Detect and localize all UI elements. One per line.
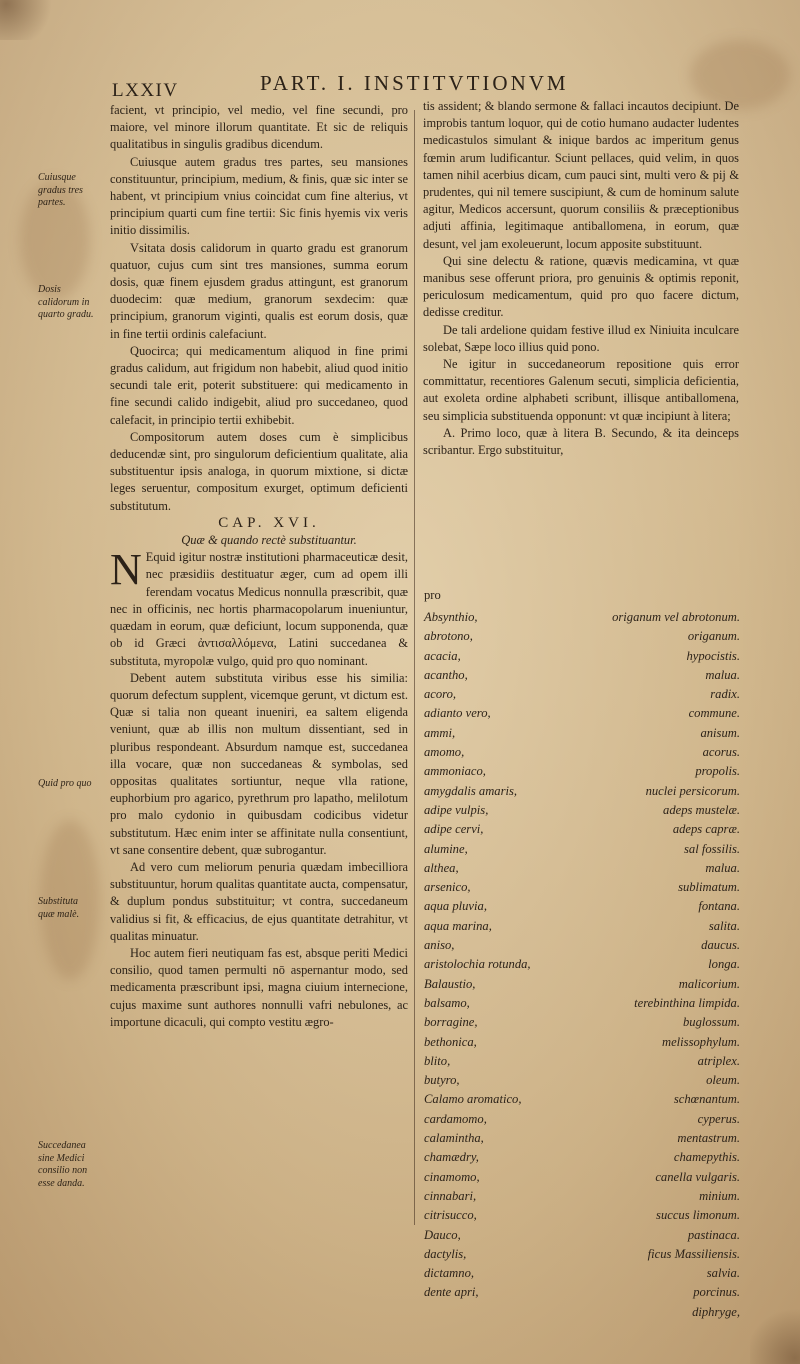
deficient-drug: alumine, [424, 841, 468, 856]
table-row [424, 975, 740, 994]
paragraph: Vsitata dosis calidorum in quarto gradu est granorum quatuor, cujus cum sint tres mansiones, summa eorum dosis, quæ finem ejusdem gradus attingunt, est granorum duodecim: quæ medium, granorum sexdecim: quæ principium, granorum viginti, qualis est eorum dosis, quæ in fine tertii ordinis calefaciunt. [110, 240, 408, 341]
substitute-drug: malua. [705, 667, 740, 682]
table-row [424, 1052, 740, 1071]
substitute-drug: origanum vel abrotonum. [612, 610, 740, 624]
deficient-drug: citrisucco, [424, 1208, 477, 1223]
deficient-drug: dente apri, [424, 1285, 479, 1300]
substitute-drug: pastinaca. [687, 1227, 740, 1242]
margin-note: Quid pro quo [38, 778, 92, 789]
substitute-drug: canella vulgaris. [655, 1169, 740, 1184]
substitute-drug: daucus. [701, 938, 740, 953]
table-row [424, 878, 740, 897]
deficient-drug: blito, [424, 1053, 451, 1068]
deficient-drug: aqua marina, [424, 918, 492, 933]
table-row [424, 1264, 740, 1283]
table-row [424, 859, 740, 878]
deficient-drug: aristolochia rotunda, [424, 957, 531, 972]
deficient-drug: aniso, [424, 938, 455, 953]
substitute-drug: fontana. [698, 899, 740, 914]
right-column [423, 98, 739, 459]
substitute-drug: nuclei persicorum. [645, 783, 740, 798]
table-row [424, 1245, 740, 1264]
substitute-drug: melissophylum. [661, 1034, 740, 1049]
folio-number: LXXIV [112, 80, 179, 101]
substitute-drug: sal fossilis. [684, 841, 740, 856]
table-row [424, 1187, 740, 1206]
paragraph: De tali ardelione quidam festive illud ex Niniuita inculcare solebat, Sæpe loco illius quid pono. [423, 322, 739, 354]
paragraph [110, 545, 408, 669]
paragraph: Compositorum autem doses cum è simplicibus deducendæ sint, pro singulorum deficientium qualitate, alia substituentur ipsis analoga, in quorum mixtione, si dictæ leges seruentur, compositum exurget, optimum deficienti substitutum. [110, 429, 408, 513]
deficient-drug: balsamo, [424, 995, 470, 1010]
deficient-drug: cinnabari, [424, 1188, 477, 1203]
substitute-drug: origanum. [687, 629, 740, 644]
substitute-drug: schœnantum. [673, 1092, 740, 1107]
deficient-drug: adipe cervi, [424, 822, 484, 837]
table-row [424, 782, 740, 801]
substitute-drug: sublimatum. [678, 880, 740, 895]
paragraph-text: Equid igitur nostræ institutioni pharmaceuticæ desit, nec præsidiis destituatur æger, cum ad opem illi ferendam vocatus Medicus nonnulla præscribit, quæ nec in officinis, nec hortis pharmacopolarum inueniuntur, quædam in eorum, quæ deficiunt, locum supponenda, quæ ob id Græci ἀντισαλλόμενα, Latini succedanea & substituta, myropolæ vulgo, quid pro quo nominant. [110, 550, 408, 668]
substitute-drug: malua. [705, 860, 740, 875]
substitute-drug: porcinus. [693, 1285, 740, 1300]
substitute-drug: atriplex. [697, 1053, 740, 1068]
paragraph: Cuiusque autem gradus tres partes, seu mansiones constituuntur, principium, medium, & finis, quæ sic inter se habent, vt principium vnius coincidat cum fine alterius, vt principium quarti cum fine tertii: Sic finis hyemis vix veris initio dissimilis. [110, 154, 408, 238]
table-row [424, 897, 740, 916]
table-row [424, 1148, 740, 1167]
table-row [424, 994, 740, 1013]
deficient-drug: dactylis, [424, 1246, 467, 1261]
drop-cap: N [110, 545, 142, 595]
deficient-drug: abrotono, [424, 629, 473, 644]
deficient-drug: amomo, [424, 745, 465, 760]
deficient-drug: cardamomo, [424, 1111, 487, 1126]
deficient-drug: aqua pluvia, [424, 899, 487, 914]
table-row [424, 1090, 740, 1109]
table-row [424, 1226, 740, 1245]
substitute-drug: terebinthina limpida. [634, 995, 740, 1010]
substitute-drug: minium. [699, 1188, 740, 1203]
running-title: PART. I. INSTITVTIONVM [260, 71, 569, 95]
deficient-drug: acacia, [424, 648, 461, 663]
deficient-drug: Dauco, [424, 1227, 461, 1242]
deficient-drug: Calamo aromatico, [424, 1092, 522, 1107]
substitute-drug: commune. [688, 706, 740, 721]
paragraph: Ad vero cum meliorum penuria quædam imbecilliora substituuntur, horum qualitas quantitate aucta, compensatur, & duplum pondus substituitur; vt contra, succedaneum validius si fit, & efficacius, de ejus quantitate detrahitur, vt qualitas minuatur. [110, 859, 408, 943]
table-row [424, 627, 740, 646]
deficient-drug: calamintha, [424, 1131, 484, 1146]
table-row [424, 1283, 740, 1302]
page-corner-shadow [0, 0, 60, 40]
margin-note: Substituta quæ malè. [38, 896, 80, 920]
table-row [424, 724, 740, 743]
substitute-drug: anisum. [700, 725, 740, 740]
deficient-drug: dictamno, [424, 1266, 475, 1281]
substitute-drug: chamepythis. [673, 1150, 740, 1165]
substitute-drug: malicorium. [678, 976, 740, 991]
table-row [424, 666, 740, 685]
table-row [424, 743, 740, 762]
table-row [424, 685, 740, 704]
table-row [424, 955, 740, 974]
substitute-drug: mentastrum. [677, 1131, 740, 1146]
substitute-drug: radix. [710, 687, 740, 702]
deficient-drug: adipe vulpis, [424, 802, 489, 817]
deficient-drug: borragine, [424, 1015, 478, 1030]
substitute-drug: adeps capræ. [672, 822, 740, 837]
substitute-drug: hypocistis. [686, 648, 740, 663]
left-column [110, 102, 408, 1031]
deficient-drug: butyro, [424, 1073, 460, 1088]
paragraph: A. Primo loco, quæ à litera B. Secundo, & ita deinceps scribantur. Ergo substituitur, [423, 425, 739, 458]
column-divider [414, 110, 415, 1225]
table-row [424, 762, 740, 781]
table-row [424, 936, 740, 955]
margin-note: Cuiusque gradus tres partes. [38, 172, 83, 208]
deficient-drug: bethonica, [424, 1034, 477, 1049]
substitute-drug: propolis. [695, 764, 740, 779]
table-row [424, 840, 740, 859]
table-row [424, 1071, 740, 1090]
substitute-drug: longa. [708, 957, 740, 972]
table-row [424, 801, 740, 820]
chapter-subtitle: Quæ & quando rectè substituantur. [181, 533, 357, 548]
deficient-drug: adianto vero, [424, 706, 491, 721]
table-row [424, 1033, 740, 1052]
paragraph: Qui sine delectu & ratione, quævis medicamina, vt quæ manibus sese offerunt priora, pro genuinis & optimis reponit, periculosum medicamentum, quid pro quo facere dictum, dedisse creditur. [423, 253, 739, 320]
substitute-drug: oleum. [706, 1073, 740, 1088]
page-corner-shadow [750, 1304, 800, 1364]
margin-note: Succedanea sine Medici consilio non esse danda. [38, 1140, 88, 1189]
table-row [424, 820, 740, 839]
paragraph: facient, vt principio, vel medio, vel fine secundi, pro maiore, vel minore illorum quantitate. Et sic de reliquis qualitatibus in singulis gradibus dicendum. [110, 103, 408, 152]
deficient-drug: cinamomo, [424, 1169, 480, 1184]
deficient-drug: Absynthio, [424, 610, 478, 624]
substitute-drug: salita. [708, 918, 740, 933]
table-row [424, 1110, 740, 1129]
deficient-drug: chamædry, [424, 1150, 479, 1165]
substitute-drug: salvia. [706, 1266, 740, 1281]
table-row [424, 704, 740, 723]
substitute-drug: ficus Massiliensis. [647, 1246, 740, 1261]
margin-note: Dosis calidorum in quarto gradu. [38, 284, 94, 320]
deficient-drug: amygdalis amaris, [424, 783, 518, 798]
paragraph: Debent autem substituta viribus esse his similia: quorum defectum supplent, vicemque gerunt, vt dictum est. Quæ si talia non queant inueniri, ea saltem eligenda veniunt, quæ ab illis non multum dissentiant, sed in pluribus respondeant. Absurdum namque est, succedanea illa vocare, quæ non succedaneas & symbolas, sed oppositas qualitates sortiuntur, neque vlla ratione, euphorbium pro agarico, pyrethrum pro lapatho, melilotum pro malo cydonio in quibusdam codicibus videtur substitutum. Hæc enim inter se affinitate nulla consentiunt, vt sane consentire debent, quæ subrogantur. [110, 670, 408, 857]
table-row [424, 608, 740, 627]
paragraph: Hoc autem fieri neutiquam fas est, absque periti Medici consilio, quod tamen permulti nō aspernantur modo, sed medicamenta præscribunt ipsi, magna ciuium internecione, cujus maxime sunt authores nonnulli vafri nebulones, ac importune dicaculi, qui compto vestitu ægro- [110, 945, 408, 1029]
substitute-drug: acorus. [702, 745, 740, 760]
paragraph: Ne igitur in succedaneorum repositione quis error committatur, recentiores Galenum secuti, simplicia deficientia, aut exoleta ordine alphabeti scribunt, illisque antiballomena, seu simplicia substituenda opponunt: vt quæ incipiunt à litera; [423, 357, 739, 423]
substitute-drug: adeps mustelæ. [663, 802, 740, 817]
deficient-drug: ammi, [424, 725, 456, 740]
substitute-drug: succus limonum. [656, 1208, 740, 1223]
paragraph: Quocirca; qui medicamentum aliquod in fine primi gradus calidum, aut frigidum non habebit, aliud quod initio secundi tale erit, poterit substituere: qui medicamento in fine secundi calido indigebit, aliud pro succedaneo, quod calefacit, in principio tertii exhibebit. [110, 343, 408, 427]
table-lead-word: pro [424, 588, 441, 602]
table-row [424, 1168, 740, 1187]
table-row [424, 1013, 740, 1032]
substitute-drug: buglossum. [682, 1015, 740, 1030]
deficient-drug: arsenico, [424, 880, 471, 895]
paragraph: tis assident; & blando sermone & fallaci incautos decipiunt. De improbis tantum loquor, qui de cotio humano audacter ludentes medicastulos simulant & inique bardos ac imperitum genus fœmin arum ludificantur. Sciunt pellaces, quid velim, in quos tamen nihil acerbius dicam, cum pauci sint, multi vero & pij & prudentes, qui nil temere suscipiunt, & cum de hominum salute agitur, Medicos accersunt, quorum consiliis & præceptionibus adjuti affinia, legitimaque antiballomena, in eorum, quæ desunt, vel jam exoleuerunt, locum apposite substituunt. [423, 99, 739, 251]
table-row [424, 1303, 740, 1322]
deficient-drug: althea, [424, 860, 459, 875]
deficient-drug: Balaustio, [424, 976, 476, 991]
table-row [424, 1206, 740, 1225]
deficient-drug: acantho, [424, 667, 468, 682]
substitution-table [424, 608, 740, 1322]
deficient-drug: ammoniaco, [424, 764, 486, 779]
table-row [424, 1129, 740, 1148]
deficient-drug: acoro, [424, 687, 457, 702]
substitute-drug: diphryge, [692, 1304, 740, 1319]
table-row [424, 647, 740, 666]
chapter-heading: CAP. XVI. [218, 514, 320, 531]
table-row [424, 917, 740, 936]
substitute-drug: cyperus. [697, 1111, 740, 1126]
